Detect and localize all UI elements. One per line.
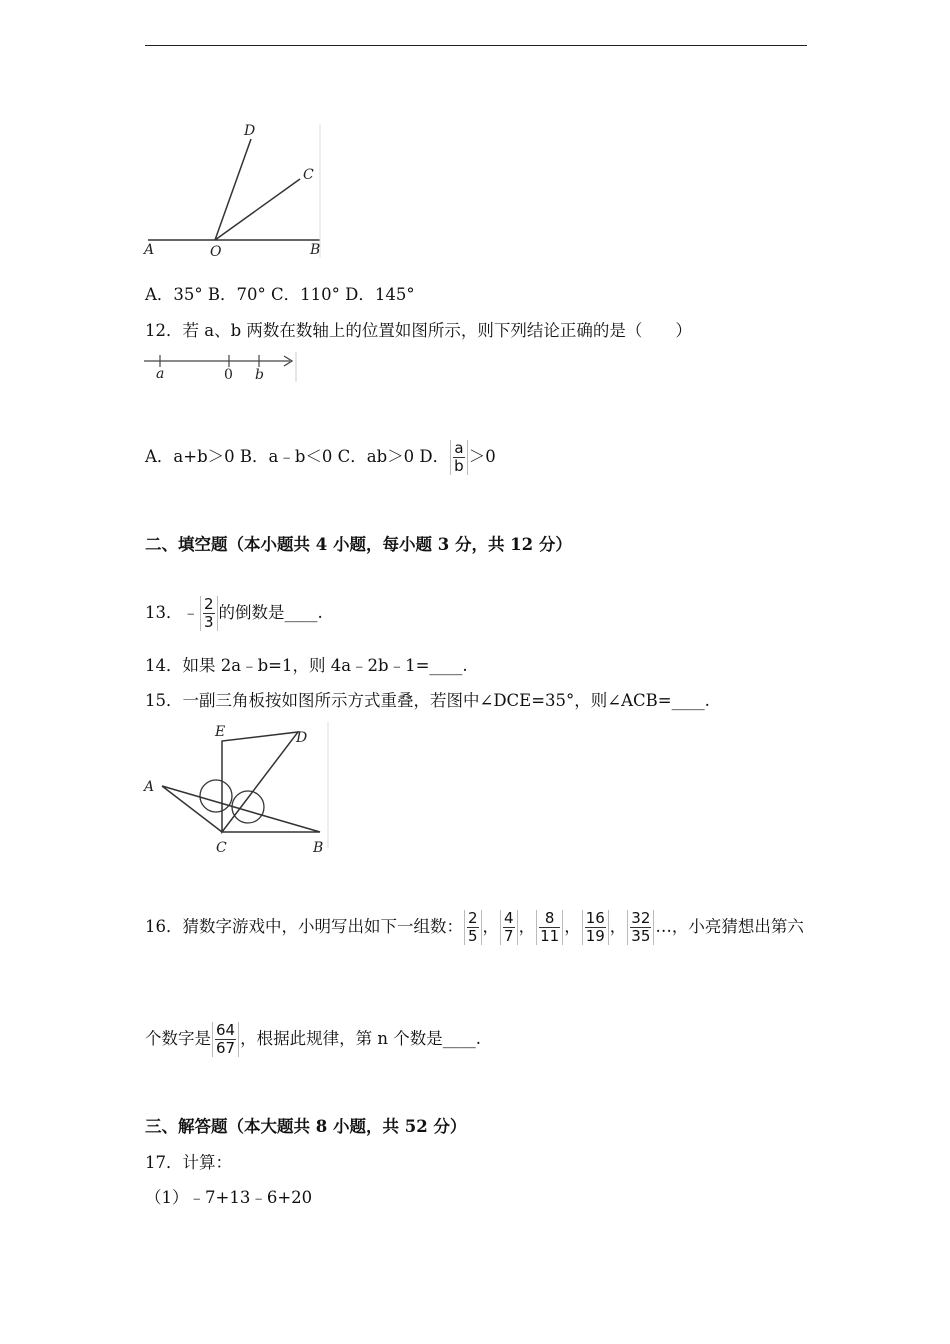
- label-c: C: [303, 167, 314, 183]
- q15-stem: 15．一副三角板按如图所示方式重叠，若图中∠DCE=35°，则∠ACB=____.: [145, 691, 710, 710]
- axis-label-a: a: [156, 366, 165, 382]
- fraction-5: $\frac{32}{35}$: [627, 910, 654, 945]
- q17-part1: （1）﹣7+13﹣6+20: [145, 1188, 313, 1207]
- q17-title: 17．计算：: [145, 1153, 232, 1172]
- axis-label-zero: 0: [224, 367, 233, 383]
- label-a: A: [144, 242, 155, 258]
- fraction-2: $\frac{4}{7}$: [500, 910, 518, 945]
- section-2-title: 二、填空题（本小题共 4 小题，每小题 3 分，共 12 分）: [145, 535, 572, 554]
- label-e: E: [215, 724, 226, 740]
- q16-line2: 个数字是 $\frac{64}{67}$ ，根据此规律，第 n 个数是____.: [145, 1021, 481, 1057]
- header-rule: [145, 45, 807, 46]
- ray-oc: [215, 179, 300, 240]
- axis-label-b: b: [255, 367, 264, 383]
- number-line-figure: [140, 352, 300, 384]
- label-b: B: [313, 840, 324, 856]
- q12-stem: 12．若 a、b 两数在数轴上的位置如图所示，则下列结论正确的是（ ）: [145, 321, 692, 340]
- angle-figure: [140, 118, 330, 266]
- label-c: C: [216, 840, 227, 856]
- fraction-a-over-b: $\frac{a}{b}$: [450, 440, 468, 475]
- fraction-4: $\frac{16}{19}$: [582, 910, 609, 945]
- fraction-64-67: $\frac{64}{67}$: [212, 1022, 239, 1057]
- label-a: A: [144, 779, 155, 795]
- section-3-title: 三、解答题（本大题共 8 小题，共 52 分）: [145, 1117, 467, 1136]
- fraction-1: $\frac{2}{5}$: [464, 910, 482, 945]
- fraction-2-3: $\frac{2}{3}$: [200, 596, 218, 631]
- fraction-3: $\frac{8}{11}$: [536, 910, 563, 945]
- label-b: B: [310, 242, 321, 258]
- triangles-figure: [140, 718, 340, 858]
- ray-od: [215, 139, 251, 240]
- q14: 14．如果 2a﹣b=1，则 4a﹣2b﹣1=____.: [145, 656, 468, 675]
- label-d: D: [244, 123, 256, 139]
- q12-options: A．a+b＞0 B．a﹣b＜0 C．ab＞0 D． $\frac{a}{b}$ ＞0: [145, 439, 496, 475]
- q16-line1: 16．猜数字游戏中，小明写出如下一组数： $\frac{2}{5}$ ， $\frac{4}{7}$ ， $\frac{8}{11}$ ， $\frac{16}{19}$ ， $\frac{32}{35}$ …，小亮猜想出第六: [145, 909, 804, 945]
- q13: 13．﹣ $\frac{2}{3}$ 的倒数是____.: [145, 595, 323, 631]
- q11-options: A．35° B．70° C．110° D．145°: [145, 285, 415, 304]
- label-d: D: [296, 730, 308, 746]
- label-o: O: [210, 244, 222, 260]
